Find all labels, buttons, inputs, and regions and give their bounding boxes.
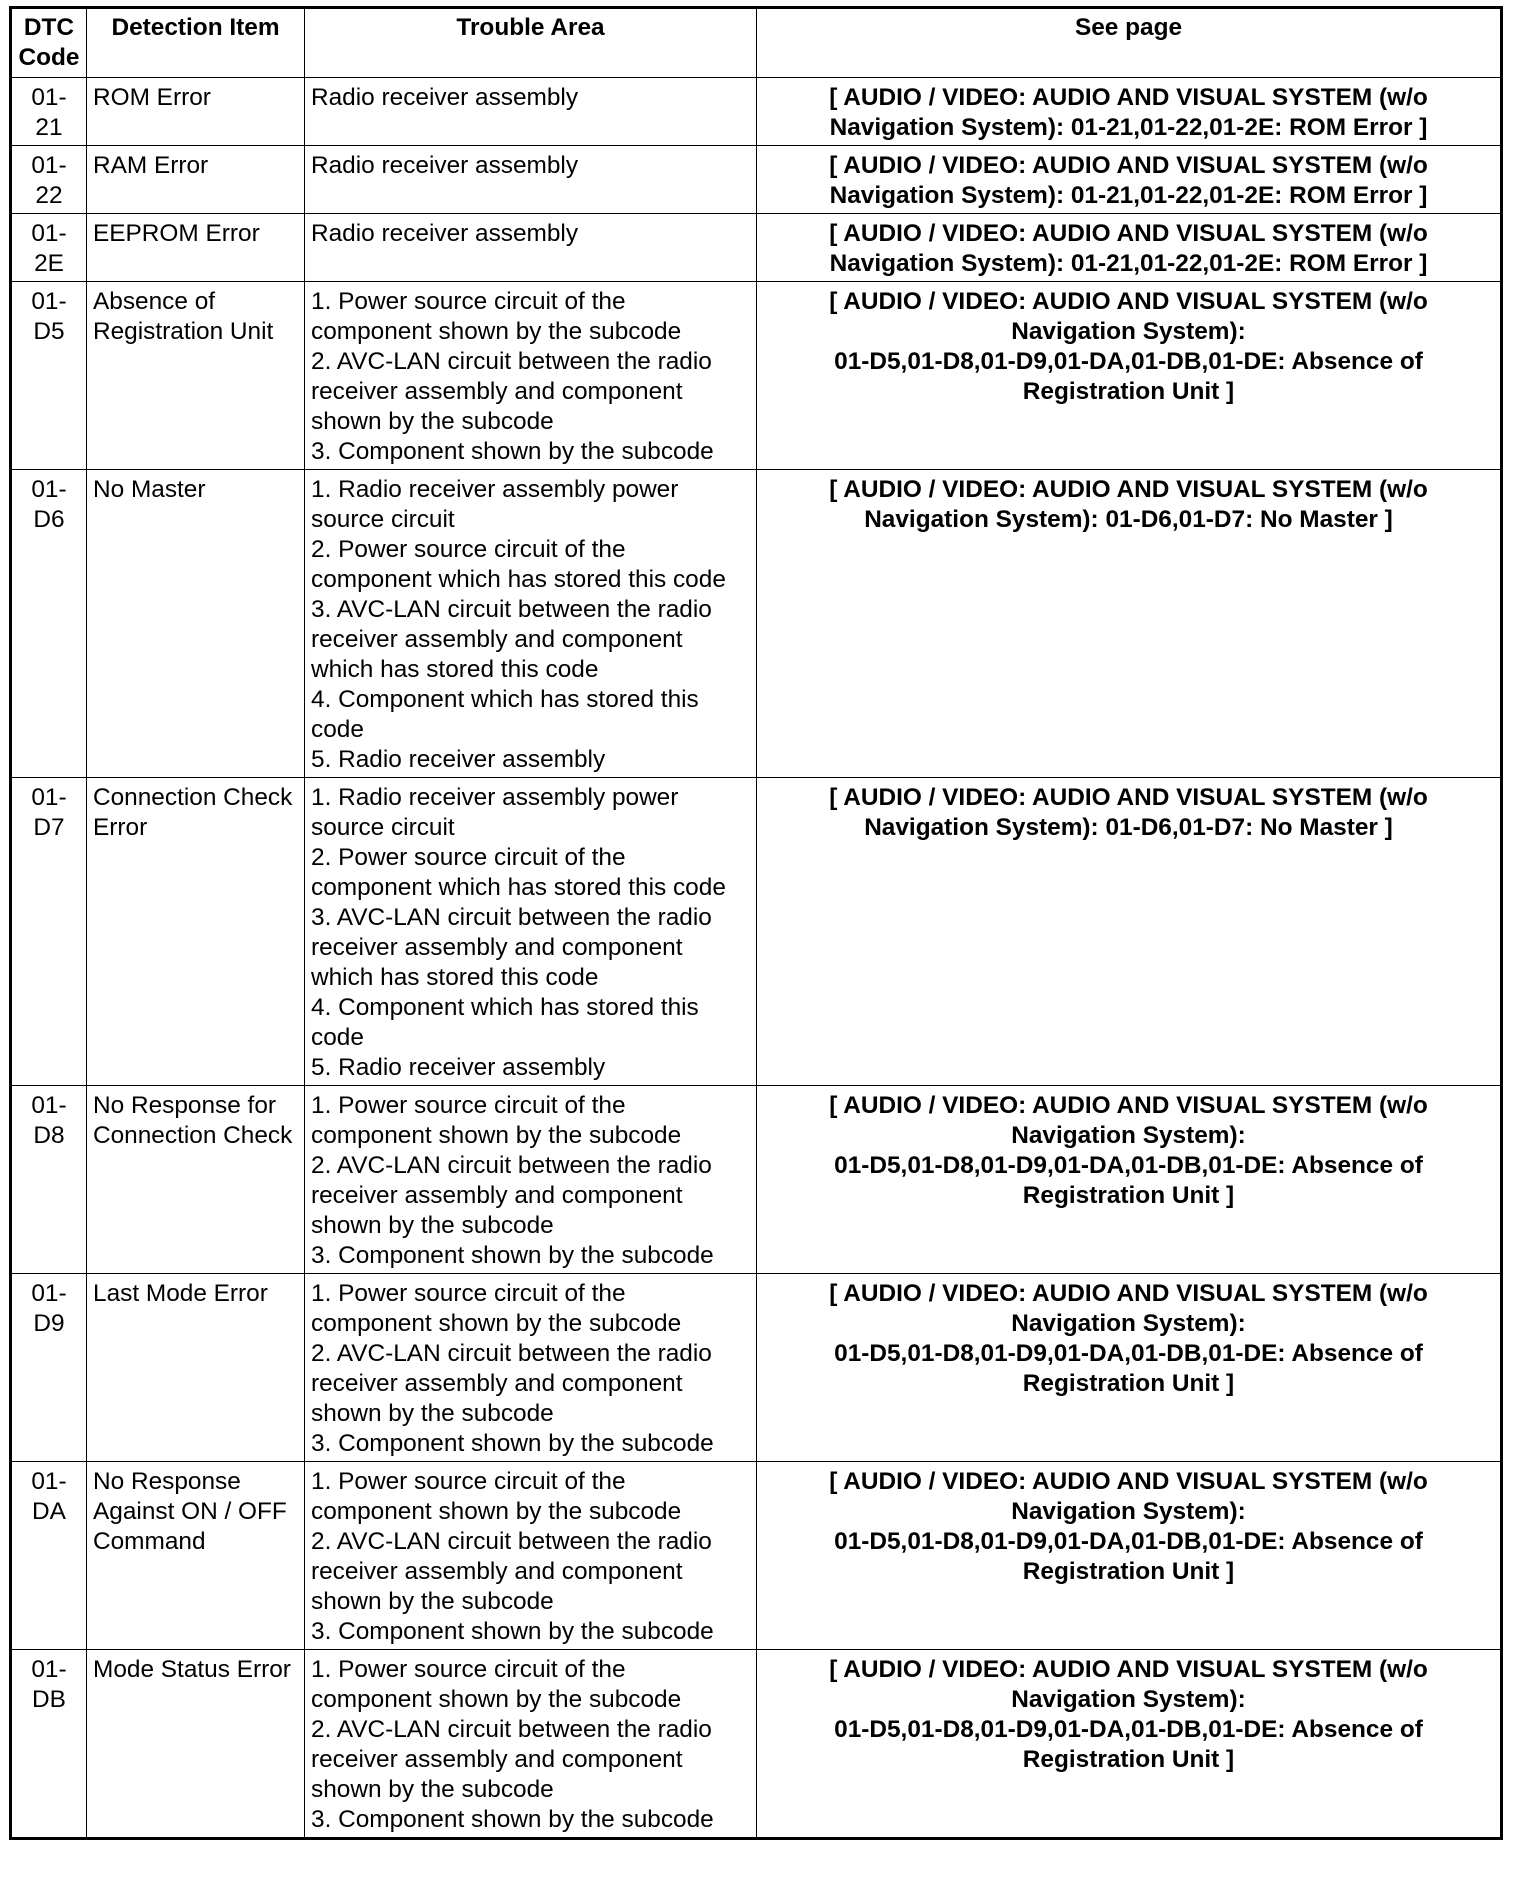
header-see-page: See page	[757, 8, 1502, 78]
see-page-reference-line: Registration Unit ]	[1022, 1182, 1235, 1209]
see-page-cell	[757, 1274, 1502, 1462]
see-page-reference-line: Navigation System):	[1011, 1686, 1246, 1713]
trouble-area-cell: 1. Radio receiver assembly power source circuit 2. Power source circuit of the component which has stored this code 3. AVC-LAN circuit between the radio receiver assembly and component which has stored this code 4. Component which has stored this code 5. Radio receiver assembly	[305, 470, 757, 778]
see-page-cell	[757, 1086, 1502, 1274]
header-row	[11, 8, 1502, 78]
dtc-code-cell: 01-21	[11, 78, 87, 146]
see-page-cell	[757, 146, 1502, 214]
see-page-reference-line: [ AUDIO / VIDEO: AUDIO AND VISUAL SYSTEM (w/o	[829, 152, 1428, 179]
table-row	[11, 282, 1502, 470]
see-page-reference-line: Navigation System):	[1011, 318, 1246, 345]
see-page-reference-line: Navigation System): 01-21,01-22,01-2E: ROM Error ]	[829, 250, 1428, 277]
see-page-reference-line: [ AUDIO / VIDEO: AUDIO AND VISUAL SYSTEM (w/o	[829, 1092, 1428, 1119]
table-row	[11, 778, 1502, 1086]
see-page-reference-line: [ AUDIO / VIDEO: AUDIO AND VISUAL SYSTEM (w/o	[829, 1656, 1428, 1683]
header-dtc-code: DTC Code	[11, 8, 87, 78]
trouble-area-cell: 1. Radio receiver assembly power source circuit 2. Power source circuit of the component which has stored this code 3. AVC-LAN circuit between the radio receiver assembly and component which has stored this code 4. Component which has stored this code 5. Radio receiver assembly	[305, 778, 757, 1086]
see-page-cell	[757, 1462, 1502, 1650]
see-page-reference-line: [ AUDIO / VIDEO: AUDIO AND VISUAL SYSTEM (w/o	[829, 476, 1428, 503]
detection-item-cell: No Response Against ON / OFF Command	[87, 1462, 305, 1650]
detection-item-cell: EEPROM Error	[87, 214, 305, 282]
see-page-reference-line: [ AUDIO / VIDEO: AUDIO AND VISUAL SYSTEM (w/o	[829, 1280, 1428, 1307]
trouble-area-cell: 1. Power source circuit of the component shown by the subcode 2. AVC-LAN circuit between the radio receiver assembly and component shown by the subcode 3. Component shown by the subcode	[305, 1086, 757, 1274]
see-page-reference-line: [ AUDIO / VIDEO: AUDIO AND VISUAL SYSTEM (w/o	[829, 784, 1428, 811]
table-row	[11, 1086, 1502, 1274]
trouble-area-cell: Radio receiver assembly	[305, 146, 757, 214]
see-page-reference-line: 01-D5,01-D8,01-D9,01-DA,01-DB,01-DE: Absence of	[834, 1152, 1423, 1179]
see-page-reference-line: [ AUDIO / VIDEO: AUDIO AND VISUAL SYSTEM (w/o	[829, 220, 1428, 247]
detection-item-cell: RAM Error	[87, 146, 305, 214]
see-page-cell	[757, 282, 1502, 470]
detection-item-cell: Absence of Registration Unit	[87, 282, 305, 470]
see-page-reference-line: Navigation System):	[1011, 1122, 1246, 1149]
see-page-cell	[757, 78, 1502, 146]
see-page-cell	[757, 1650, 1502, 1839]
detection-item-cell: ROM Error	[87, 78, 305, 146]
dtc-code-cell: 01-DA	[11, 1462, 87, 1650]
header-trouble-area: Trouble Area	[305, 8, 757, 78]
see-page-reference-line: Registration Unit ]	[1022, 1746, 1235, 1773]
trouble-area-cell: 1. Power source circuit of the component shown by the subcode 2. AVC-LAN circuit between the radio receiver assembly and component shown by the subcode 3. Component shown by the subcode	[305, 282, 757, 470]
see-page-reference-line: 01-D5,01-D8,01-D9,01-DA,01-DB,01-DE: Absence of	[834, 1340, 1423, 1367]
dtc-code-cell: 01-2E	[11, 214, 87, 282]
see-page-reference-line: Navigation System): 01-D6,01-D7: No Master ]	[864, 814, 1393, 841]
table-row	[11, 146, 1502, 214]
dtc-code-cell: 01-D9	[11, 1274, 87, 1462]
trouble-area-cell: 1. Power source circuit of the component shown by the subcode 2. AVC-LAN circuit between the radio receiver assembly and component shown by the subcode 3. Component shown by the subcode	[305, 1274, 757, 1462]
dtc-code-cell: 01-D8	[11, 1086, 87, 1274]
dtc-code-cell: 01-D6	[11, 470, 87, 778]
trouble-area-cell: Radio receiver assembly	[305, 214, 757, 282]
see-page-reference-line: Registration Unit ]	[1022, 1370, 1235, 1397]
see-page-cell	[757, 778, 1502, 1086]
table-body	[11, 78, 1502, 1839]
table-row	[11, 1462, 1502, 1650]
see-page-reference-line: Navigation System): 01-21,01-22,01-2E: ROM Error ]	[829, 114, 1428, 141]
table-header	[11, 8, 1502, 78]
detection-item-cell: Connection Check Error	[87, 778, 305, 1086]
dtc-code-cell: 01-DB	[11, 1650, 87, 1839]
see-page-reference-line: Navigation System): 01-D6,01-D7: No Master ]	[864, 506, 1393, 533]
dtc-table	[9, 6, 1503, 1840]
see-page-reference-line: 01-D5,01-D8,01-D9,01-DA,01-DB,01-DE: Absence of	[834, 348, 1423, 375]
see-page-cell	[757, 470, 1502, 778]
detection-item-cell: Last Mode Error	[87, 1274, 305, 1462]
table-row	[11, 214, 1502, 282]
see-page-reference-line: 01-D5,01-D8,01-D9,01-DA,01-DB,01-DE: Absence of	[834, 1716, 1423, 1743]
see-page-reference-line: [ AUDIO / VIDEO: AUDIO AND VISUAL SYSTEM (w/o	[829, 1468, 1428, 1495]
table-row	[11, 78, 1502, 146]
table-row	[11, 1650, 1502, 1839]
see-page-reference-line: 01-D5,01-D8,01-D9,01-DA,01-DB,01-DE: Absence of	[834, 1528, 1423, 1555]
see-page-reference-line: Registration Unit ]	[1022, 1558, 1235, 1585]
see-page-reference-line: Navigation System): 01-21,01-22,01-2E: ROM Error ]	[829, 182, 1428, 209]
see-page-reference-line: Navigation System):	[1011, 1310, 1246, 1337]
see-page-reference-line: [ AUDIO / VIDEO: AUDIO AND VISUAL SYSTEM (w/o	[829, 84, 1428, 111]
dtc-code-cell: 01-D5	[11, 282, 87, 470]
table-row	[11, 470, 1502, 778]
trouble-area-cell: 1. Power source circuit of the component shown by the subcode 2. AVC-LAN circuit between the radio receiver assembly and component shown by the subcode 3. Component shown by the subcode	[305, 1462, 757, 1650]
detection-item-cell: No Master	[87, 470, 305, 778]
detection-item-cell: Mode Status Error	[87, 1650, 305, 1839]
table-row	[11, 1274, 1502, 1462]
see-page-reference-line: [ AUDIO / VIDEO: AUDIO AND VISUAL SYSTEM (w/o	[829, 288, 1428, 315]
see-page-reference-line: Navigation System):	[1011, 1498, 1246, 1525]
dtc-code-cell: 01-22	[11, 146, 87, 214]
detection-item-cell: No Response for Connection Check	[87, 1086, 305, 1274]
dtc-code-cell: 01-D7	[11, 778, 87, 1086]
trouble-area-cell: Radio receiver assembly	[305, 78, 757, 146]
see-page-cell	[757, 214, 1502, 282]
trouble-area-cell: 1. Power source circuit of the component shown by the subcode 2. AVC-LAN circuit between the radio receiver assembly and component shown by the subcode 3. Component shown by the subcode	[305, 1650, 757, 1839]
see-page-reference-line: Registration Unit ]	[1022, 378, 1235, 405]
header-detection-item: Detection Item	[87, 8, 305, 78]
